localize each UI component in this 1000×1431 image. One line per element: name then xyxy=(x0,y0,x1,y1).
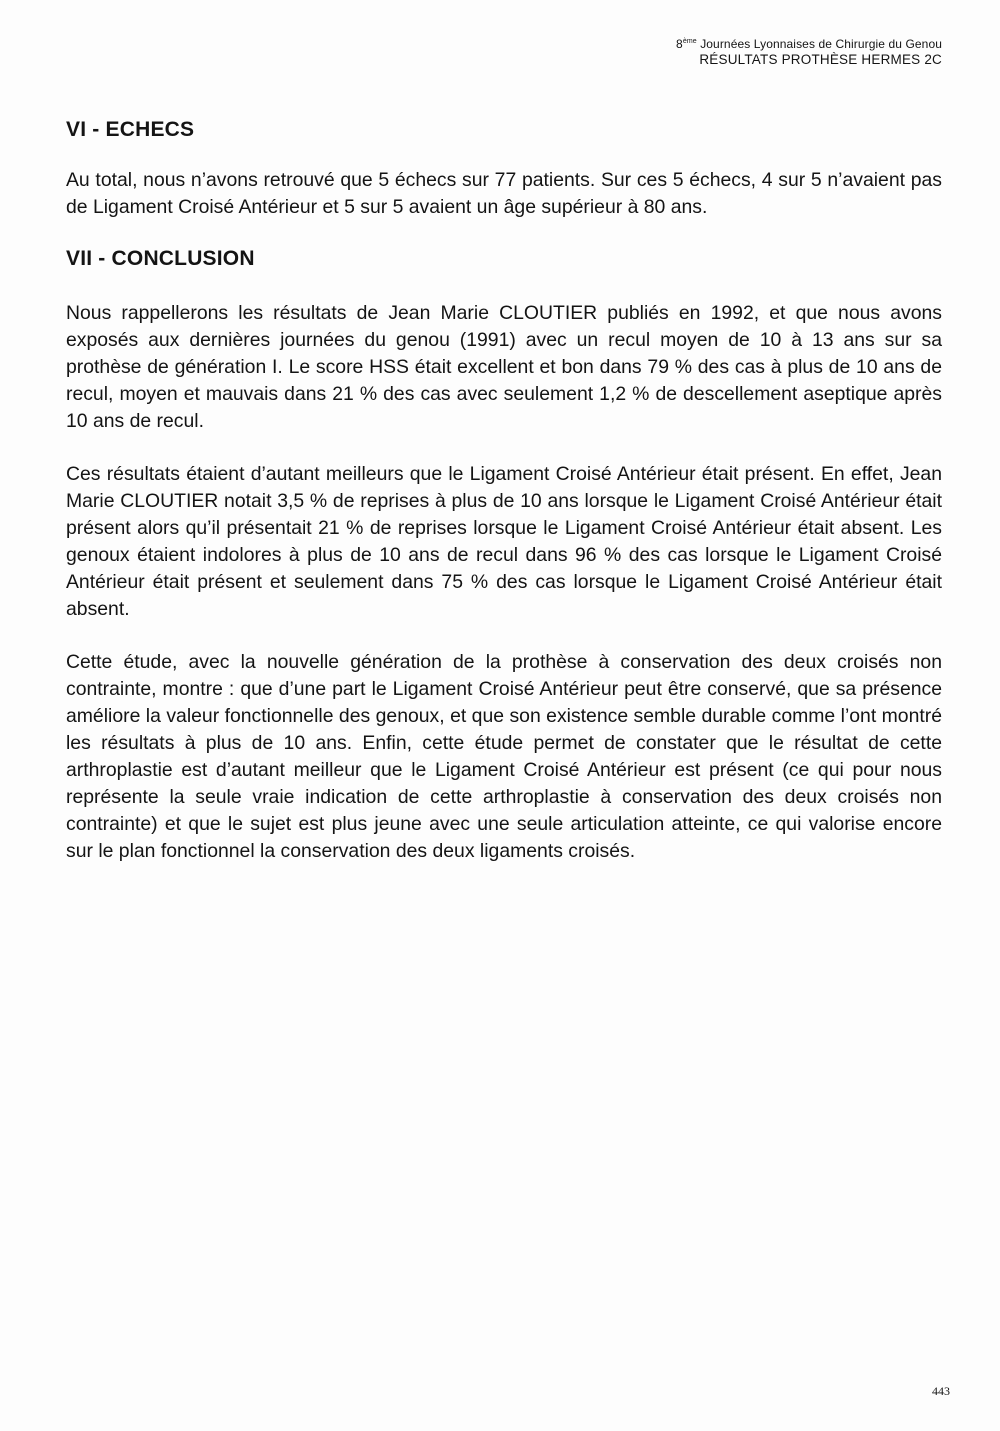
main-content xyxy=(66,118,942,891)
document-title: RÉSULTATS PROTHÈSE HERMES 2C xyxy=(699,51,942,67)
paragraph-conclusion-1: Nous rappellerons les résultats de Jean Marie CLOUTIER publiés en 1992, et que nous avons exposés aux dernières journées du genou (1991) avec un recul moyen de 10 à 13 ans sur sa prothèse de génération I. Le score HSS était excellent et bon dans 79 % des cas à plus de 10 ans de recul, moyen et mauvais dans 21 % des cas avec seulement 1,2 % de descellement aseptique après 10 ans de recul. xyxy=(66,302,942,432)
running-header xyxy=(676,38,942,67)
page-number: 443 xyxy=(932,1384,950,1398)
section-heading-conclusion: VII - CONCLUSION xyxy=(66,247,255,270)
conference-ordinal: 8 xyxy=(676,37,683,51)
conference-ordinal-suffix: ème xyxy=(682,38,697,45)
paragraph-conclusion-3: Cette étude, avec la nouvelle génération de la prothèse à conservation des deux croisés non contrainte, montre : que d’une part le Ligament Croisé Antérieur peut être conservé, que sa présence améliore la valeur fonctionnelle des genoux, et que son existence semble durable comme l’ont montré les résultats à plus de 10 ans. Enfin, cette étude permet de constater que le résultat de cette arthroplastie est d’autant meilleur que le Ligament Croisé Antérieur est présent (ce qui pour nous représente la seule vraie indication de cette arthroplastie à conservation des deux croisés non contrainte) et que le sujet est plus jeune avec une seule articulation atteinte, ce qui valorise encore sur le plan fonctionnel la conservation des deux ligaments croisés. xyxy=(66,651,942,862)
paragraph-conclusion-2: Ces résultats étaient d’autant meilleurs que le Ligament Croisé Antérieur était présent. En effet, Jean Marie CLOUTIER notait 3,5 % de reprises à plus de 10 ans lorsque le Ligament Croisé Antérieur était présent alors qu’il présentait 21 % de reprises lorsque le Ligament Croisé Antérieur était absent. Les genoux étaient indolores à plus de 10 ans de recul dans 96 % des cas lorsque le Ligament Croisé Antérieur était présent et seulement dans 75 % des cas lorsque le Ligament Croisé Antérieur était absent. xyxy=(66,463,942,620)
section-heading-echecs: VI - ECHECS xyxy=(66,118,195,141)
conference-title: Journées Lyonnaises de Chirurgie du Genou xyxy=(700,37,942,51)
paragraph-echecs: Au total, nous n’avons retrouvé que 5 échecs sur 77 patients. Sur ces 5 échecs, 4 sur 5 n’avaient pas de Ligament Croisé Antérieur et 5 sur 5 avaient un âge supérieur à 80 ans. xyxy=(66,169,942,218)
conference-name xyxy=(676,38,942,52)
